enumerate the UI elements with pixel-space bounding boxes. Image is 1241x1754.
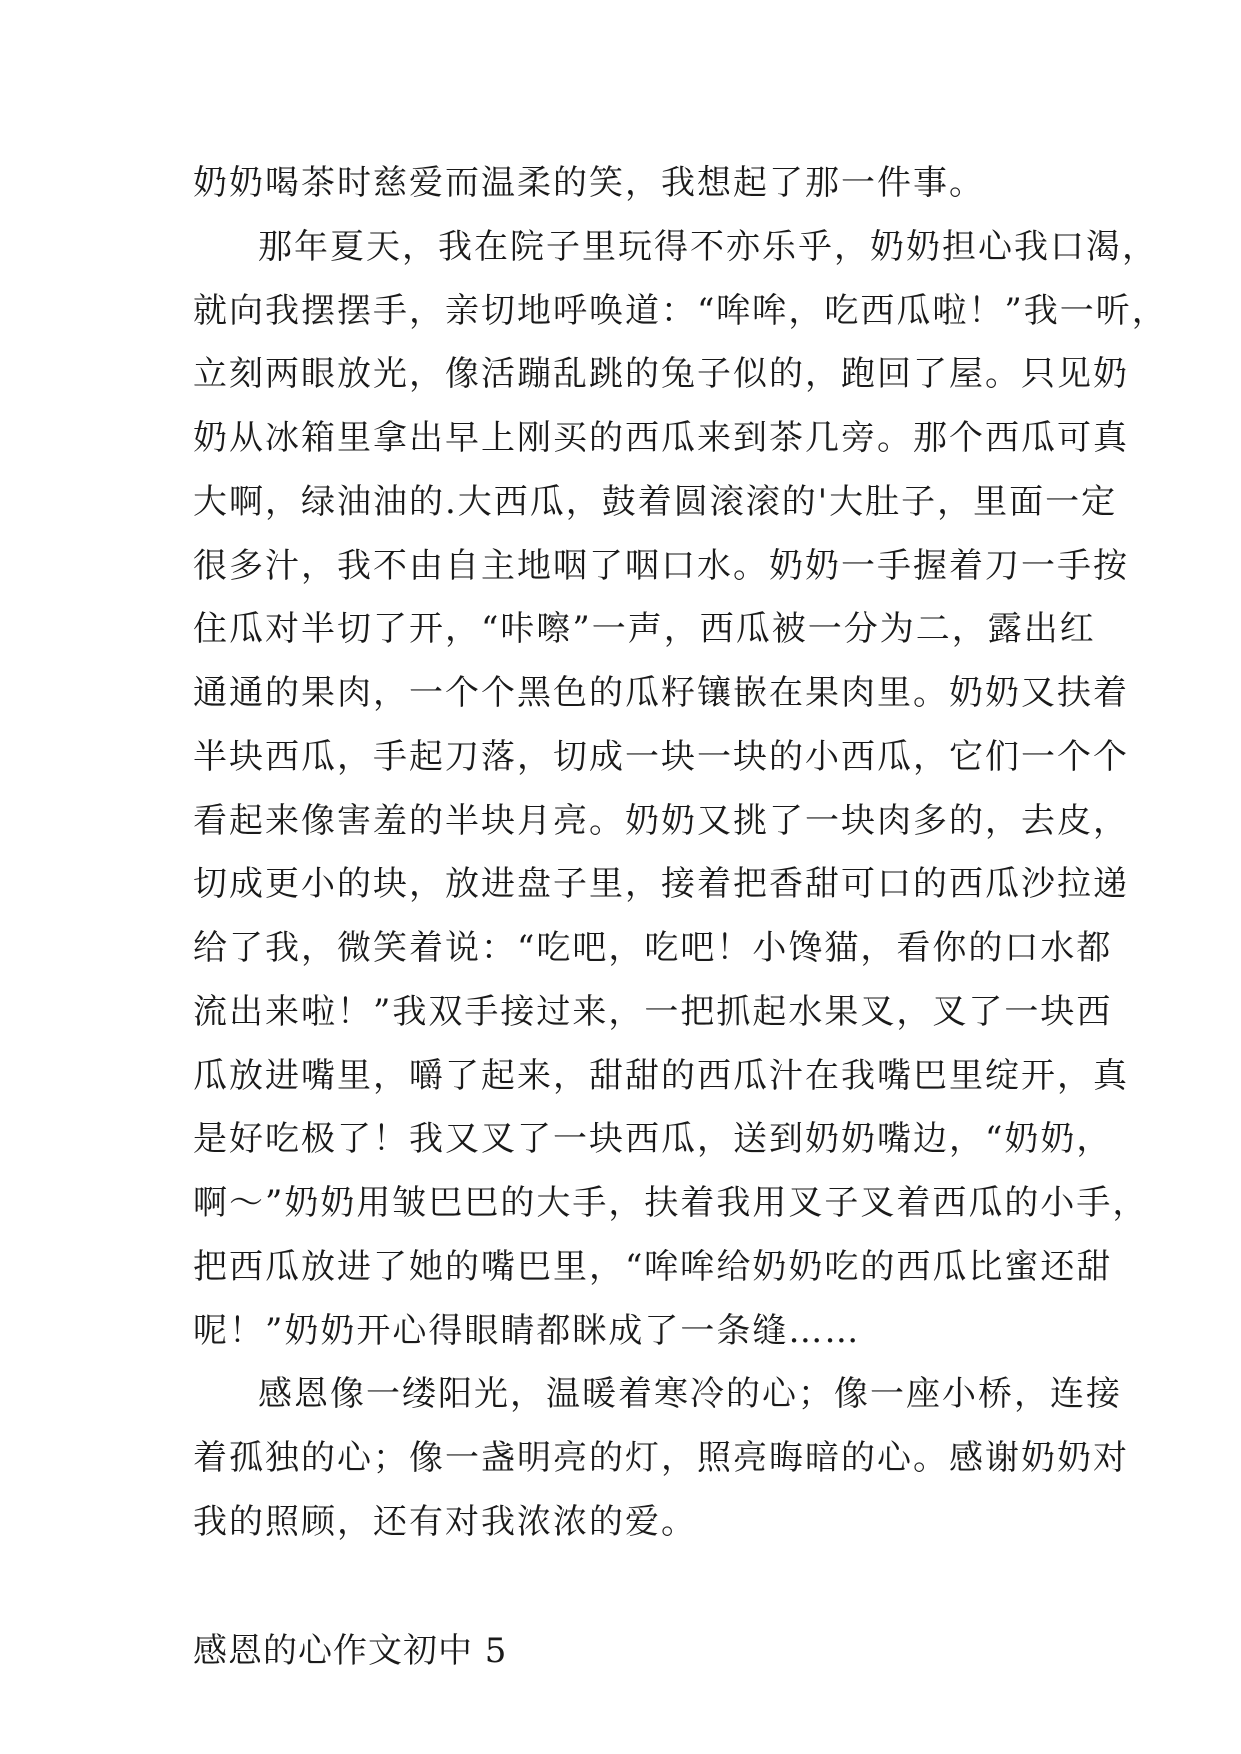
paragraph-line: 住瓜对半切了开，“咔嚓”一声，西瓜被一分为二，露出红 — [193, 609, 1096, 649]
paragraph-line: 很多汁，我不由自主地咽了咽口水。奶奶一手握着刀一手按 — [193, 546, 1129, 586]
paragraph-line: 瓜放进嘴里，嚼了起来，甜甜的西瓜汁在我嘴巴里绽开，真 — [193, 1056, 1129, 1096]
section-heading: 感恩的心作文初中 5 — [193, 1631, 508, 1671]
paragraph-line: 给了我，微笑着说：“吃吧，吃吧！小馋猫，看你的口水都 — [193, 928, 1113, 968]
paragraph-line: 把西瓜放进了她的嘴巴里，“哞哞给奶奶吃的西瓜比蜜还甜 — [193, 1247, 1113, 1287]
paragraph-line: 立刻两眼放光，像活蹦乱跳的兔子似的，跑回了屋。只见奶 — [193, 354, 1129, 394]
paragraph-line: 感恩像一缕阳光，温暖着寒冷的心；像一座小桥，连接 — [258, 1374, 1122, 1414]
paragraph-line: 就向我摆摆手，亲切地呼唤道：“哞哞，吃西瓜啦！”我一听， — [193, 291, 1168, 331]
paragraph-line: 切成更小的块，放进盘子里，接着把香甜可口的西瓜沙拉递 — [193, 864, 1129, 904]
paragraph-line: 我的照顾，还有对我浓浓的爱。 — [193, 1502, 697, 1542]
paragraph-line: 流出来啦！”我双手接过来，一把抓起水果叉，叉了一块西 — [193, 992, 1113, 1032]
paragraph-line: 通通的果肉，一个个黑色的瓜籽镶嵌在果肉里。奶奶又扶着 — [193, 673, 1129, 713]
paragraph-line: 奶从冰箱里拿出早上刚买的西瓜来到茶几旁。那个西瓜可真 — [193, 418, 1129, 458]
paragraph-line: 奶奶喝茶时慈爱而温柔的笑，我想起了那一件事。 — [193, 163, 985, 203]
paragraph-line: 看起来像害羞的半块月亮。奶奶又挑了一块肉多的，去皮， — [193, 801, 1129, 841]
paragraph-line: 着孤独的心；像一盏明亮的灯，照亮晦暗的心。感谢奶奶对 — [193, 1438, 1129, 1478]
paragraph-line: 那年夏天，我在院子里玩得不亦乐乎，奶奶担心我口渴， — [258, 227, 1158, 267]
paragraph-line: 呢！”奶奶开心得眼睛都眯成了一条缝…… — [193, 1311, 861, 1351]
paragraph-line: 半块西瓜，手起刀落，切成一块一块的小西瓜，它们一个个 — [193, 737, 1129, 777]
paragraph-line: 大啊，绿油油的.大西瓜，鼓着圆滚滚的'大肚子，里面一定 — [193, 482, 1118, 522]
paragraph-line: 是好吃极了！我又叉了一块西瓜，送到奶奶嘴边，“奶奶， — [193, 1119, 1113, 1159]
paragraph-line: 啊～”奶奶用皱巴巴的大手，扶着我用叉子叉着西瓜的小手， — [193, 1183, 1149, 1223]
